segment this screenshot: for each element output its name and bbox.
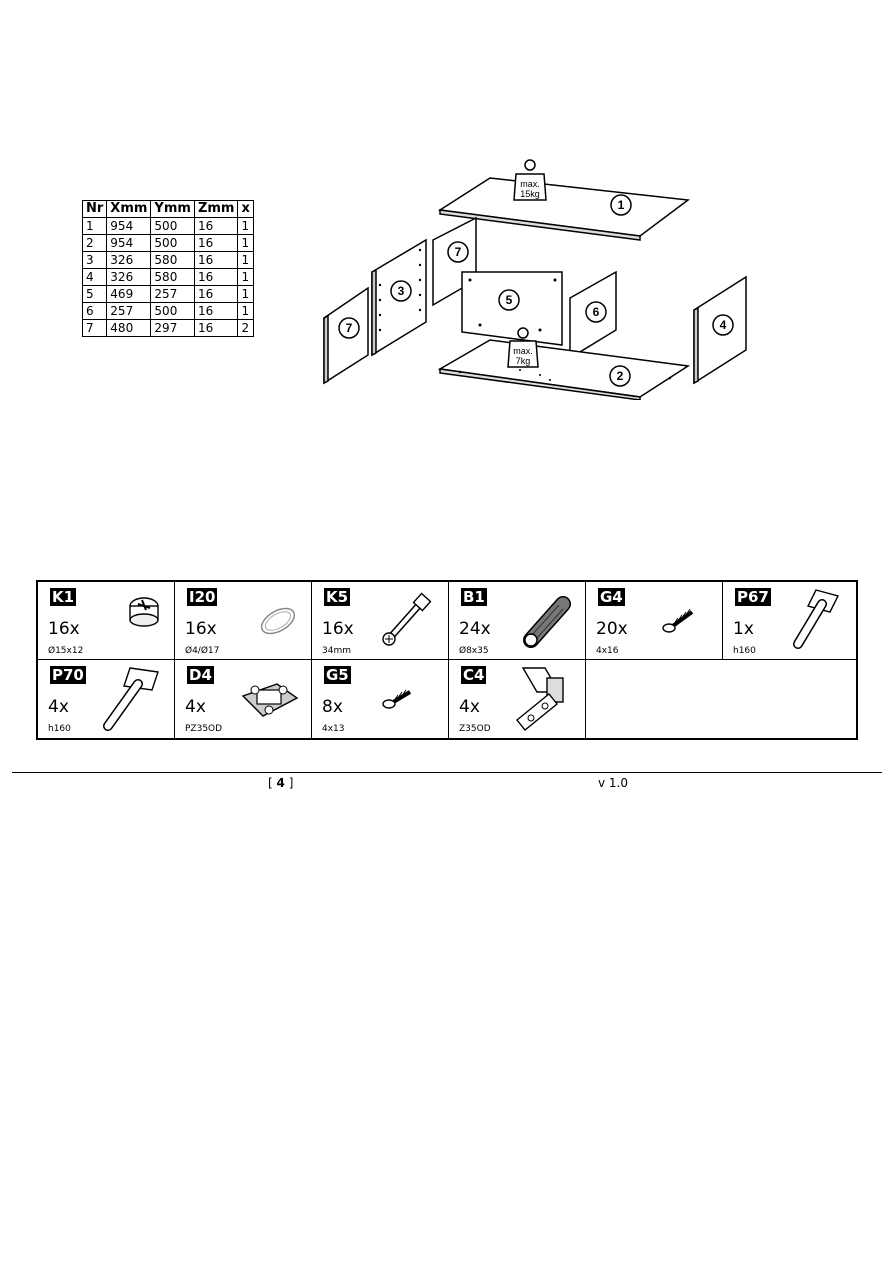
svg-text:7: 7 (454, 245, 462, 259)
hardware-dimension: PZ35OD (185, 724, 223, 734)
hardware-quantity: 8x (322, 697, 343, 717)
weight-top-max: max. (520, 179, 540, 189)
hardware-dimension: 4x13 (322, 724, 345, 734)
table-cell: 16 (194, 235, 238, 252)
table-cell: 1 (238, 303, 253, 320)
hardware-item-k5 (312, 582, 449, 660)
label-1 (611, 195, 631, 215)
table-cell: 3 (83, 252, 107, 269)
hardware-dimension: 4x16 (596, 646, 619, 656)
svg-text:4: 4 (719, 318, 727, 332)
exploded-assembly-diagram (300, 150, 760, 400)
hardware-item-k1 (38, 582, 175, 660)
table-cell: 954 (107, 218, 151, 235)
hardware-code: I20 (189, 588, 216, 606)
hardware-quantity: 1x (733, 619, 754, 639)
parts-dimension-table (82, 200, 254, 337)
column-header: Zmm (194, 201, 238, 218)
hardware-item-i20 (175, 582, 312, 660)
hinge-icon (509, 664, 575, 734)
table-cell: 2 (238, 320, 253, 337)
table-cell: 326 (107, 269, 151, 286)
hardware-code: K1 (52, 588, 75, 606)
table-row (83, 286, 254, 303)
hardware-quantity: 16x (48, 619, 80, 639)
hardware-quantity: 24x (459, 619, 491, 639)
weight-top-kg: 15kg (520, 189, 540, 199)
hardware-quantity: 16x (185, 619, 217, 639)
svg-text:7: 7 (345, 321, 353, 335)
label-3 (391, 281, 411, 301)
washer-icon (253, 596, 303, 646)
page-number: [ 4 ] (268, 776, 294, 790)
furniture-leg-icon (786, 586, 846, 652)
label-4 (713, 315, 733, 335)
hardware-code: B1 (463, 588, 485, 606)
table-cell: 16 (194, 303, 238, 320)
table-cell: 500 (151, 235, 195, 252)
table-cell: 1 (83, 218, 107, 235)
table-cell: 1 (238, 286, 253, 303)
table-cell: 1 (238, 269, 253, 286)
table-cell: 1 (238, 235, 253, 252)
table-cell: 16 (194, 252, 238, 269)
table-cell: 16 (194, 320, 238, 337)
svg-text:3: 3 (397, 284, 405, 298)
svg-text:2: 2 (616, 369, 624, 383)
screw-icon (380, 682, 420, 714)
hardware-code: K5 (326, 588, 349, 606)
table-cell: 326 (107, 252, 151, 269)
furniture-leg-icon (96, 664, 166, 734)
label-5 (499, 290, 519, 310)
table-cell: 954 (107, 235, 151, 252)
hardware-item-p67 (723, 582, 856, 660)
hardware-dimension: h160 (48, 724, 71, 734)
table-cell: 4 (83, 269, 107, 286)
table-cell: 16 (194, 286, 238, 303)
label-7-door (339, 318, 359, 338)
hardware-dimension: Z35OD (459, 724, 491, 734)
hardware-quantity: 4x (185, 697, 206, 717)
table-cell: 1 (238, 252, 253, 269)
wooden-dowel-icon (521, 594, 577, 654)
table-cell: 5 (83, 286, 107, 303)
hardware-item-p70 (38, 660, 175, 738)
hardware-dimension: Ø15x12 (48, 646, 84, 656)
table-cell: 469 (107, 286, 151, 303)
weight-icon-top (514, 160, 546, 200)
hardware-item-d4 (175, 660, 312, 738)
table-row (83, 235, 254, 252)
column-header: Xmm (107, 201, 151, 218)
svg-text:5: 5 (505, 293, 513, 307)
table-cell: 257 (151, 286, 195, 303)
table-row (83, 303, 254, 320)
table-cell: 1 (238, 218, 253, 235)
hardware-dimension: Ø8x35 (459, 646, 489, 656)
hardware-quantity: 4x (459, 697, 480, 717)
hardware-dimension: Ø4/Ø17 (185, 646, 220, 656)
footer-divider (12, 772, 882, 773)
hardware-code: P70 (52, 666, 84, 684)
hardware-dimension: h160 (733, 646, 756, 656)
hardware-code: C4 (463, 666, 485, 684)
table-cell: 16 (194, 269, 238, 286)
weight-bottom-max: max. (513, 346, 533, 356)
hardware-quantity: 4x (48, 697, 69, 717)
column-header: Ymm (151, 201, 195, 218)
panel-2-bottom (440, 340, 688, 400)
column-header: Nr (83, 201, 107, 218)
label-2 (610, 366, 630, 386)
hardware-item-g5 (312, 660, 449, 738)
table-cell: 480 (107, 320, 151, 337)
svg-text:6: 6 (592, 305, 600, 319)
hardware-item-g4 (586, 582, 723, 660)
table-row (83, 320, 254, 337)
hardware-code: G4 (600, 588, 623, 606)
screw-icon (660, 604, 700, 636)
hardware-item-b1 (449, 582, 586, 660)
panel-1-top (440, 178, 688, 240)
hardware-parts-grid (36, 580, 858, 740)
cam-lock-icon (122, 590, 166, 634)
table-header-row (83, 201, 254, 218)
table-row (83, 218, 254, 235)
hinge-plate-icon (237, 676, 303, 726)
version-label: v 1.0 (598, 776, 628, 790)
hardware-quantity: 16x (322, 619, 354, 639)
column-header: x (238, 201, 253, 218)
table-row (83, 269, 254, 286)
table-row (83, 252, 254, 269)
table-cell: 580 (151, 252, 195, 269)
hardware-code: D4 (189, 666, 212, 684)
label-6 (586, 302, 606, 322)
svg-text:1: 1 (617, 198, 625, 212)
table-cell: 257 (107, 303, 151, 320)
table-cell: 7 (83, 320, 107, 337)
weight-bottom-kg: 7kg (515, 356, 531, 366)
hardware-code: P67 (737, 588, 769, 606)
hardware-dimension: 34mm (322, 646, 351, 656)
hardware-code: G5 (326, 666, 349, 684)
table-cell: 297 (151, 320, 195, 337)
hardware-quantity: 20x (596, 619, 628, 639)
table-cell: 16 (194, 218, 238, 235)
table-cell: 2 (83, 235, 107, 252)
table-cell: 500 (151, 218, 195, 235)
cam-bolt-icon (380, 590, 440, 646)
table-cell: 580 (151, 269, 195, 286)
table-cell: 500 (151, 303, 195, 320)
label-7-back (448, 242, 468, 262)
table-cell: 6 (83, 303, 107, 320)
hardware-item-c4 (449, 660, 586, 738)
